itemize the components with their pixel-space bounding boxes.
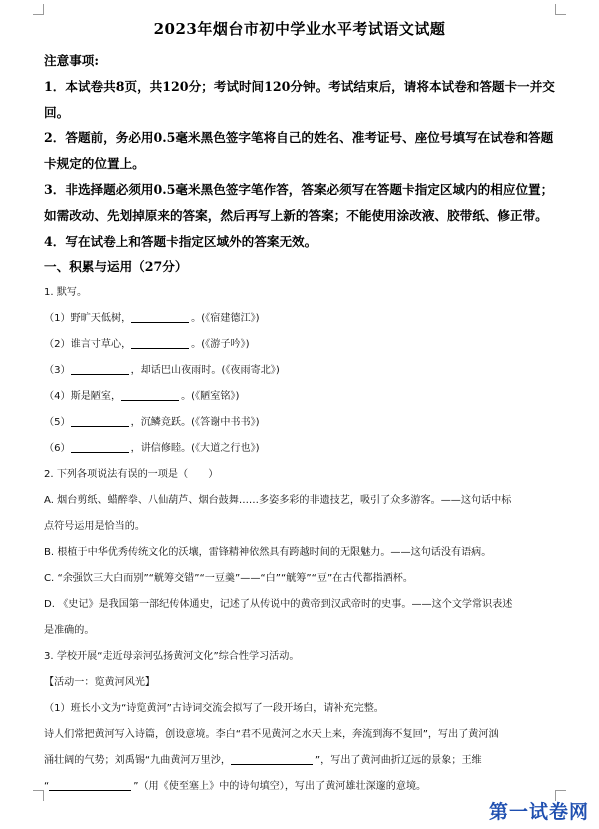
option-line: B. 根植于中华优秀传统文化的沃壤，雷锋精神依然具有跨越时间的无限魅力。——这句话没有语病。 <box>44 547 492 559</box>
notice-line: 4．写在试卷上和答题卡指定区域外的答案无效。 <box>44 233 318 249</box>
notice-line: 卡规定的位置上。 <box>44 156 145 172</box>
dictation-item: （3） ，却话巴山夜雨时。(《夜雨寄北》) <box>44 358 564 384</box>
option-line: D. 《史记》是我国第一部纪传体通史，记述了从传说中的黄帝到汉武帝时的史事。——这个文学常识表述 <box>44 599 513 611</box>
answer-blank <box>131 336 189 349</box>
option-line: A. 烟台剪纸、蜡醉拳、八仙葫芦、烟台鼓舞……多姿多彩的非遗技艺，吸引了众多游客。——这句话中标 <box>44 495 512 507</box>
crop-mark-top-right <box>555 4 566 15</box>
section-heading: 一、积累与运用（27分） <box>44 259 188 275</box>
task-line: （1）班长小文为“诗览黄河”古诗词交流会拟写了一段开场白，请补充完整。 <box>44 703 384 715</box>
option-line: 点符号运用是恰当的。 <box>44 521 145 533</box>
activity-heading: 【活动一：览黄河风光】 <box>44 677 156 689</box>
notice-line: 1．本试卷共8页，共120分；考试时间120分钟。考试结束后，请将本试卷和答题卡一并交 <box>44 78 555 94</box>
dictation-item: （6） ，讲信修睦。(《大道之行也》) <box>44 436 564 462</box>
answer-blank <box>49 778 131 791</box>
notice-line: 3．非选择题必须用0.5毫米黑色签字笔作答，答案必须写在答题卡指定区域内的相应位置； <box>44 181 554 197</box>
dictation-item: （5） ，沉鳞竞跃。(《答谢中书书》) <box>44 410 564 436</box>
notice-line: 2．答题前，务必用0.5毫米黑色签字笔将自己的姓名、准考证号、座位号填写在试卷和答题 <box>44 130 554 146</box>
answer-blank <box>231 752 313 765</box>
question-2-stem: 2. 下列各项说法有误的一项是（ ） <box>44 469 219 481</box>
answer-blank <box>71 414 129 427</box>
answer-blank <box>71 440 129 453</box>
notice-heading: 注意事项: <box>44 53 100 68</box>
passage-line: 诗人们常把黄河写入诗篇，创设意境。李白“君不见黄河之水天上来，奔流到海不复回”，写出了黄河汹 <box>44 729 499 741</box>
answer-blank <box>71 362 129 375</box>
crop-mark-bottom-left <box>33 790 44 801</box>
page-title: 2023年烟台市初中学业水平考试语文试题 <box>153 20 446 38</box>
answer-blank <box>121 388 179 401</box>
option-line: C. “余强饮三大白而别”“觥筹交错”“一豆羹”——“白”“觥筹”“豆”在古代都指酒杯。 <box>44 573 413 585</box>
passage-line: 涌壮阔的气势；刘禹锡“九曲黄河万里沙， ”，写出了黄河曲折辽远的景象；王维 <box>44 748 564 774</box>
question-1-stem: 1. 默写。 <box>44 287 88 299</box>
dictation-item: （2）谁言寸草心， 。(《游子吟》) <box>44 332 564 358</box>
exam-content <box>44 48 564 800</box>
passage-line: “ ”（用《使至塞上》中的诗句填空），写出了黄河雄壮深邃的意境。 <box>44 774 564 800</box>
crop-mark-top-left <box>33 4 44 15</box>
option-line: 是准确的。 <box>44 625 95 637</box>
notice-line: 如需改动、先划掉原来的答案，然后再写上新的答案；不能使用涂改液、胶带纸、修正带。 <box>44 207 548 223</box>
notice-line: 回。 <box>44 104 70 120</box>
site-watermark: 第一试卷网 <box>488 801 589 823</box>
dictation-item: （1）野旷天低树， 。(《宿建德江》) <box>44 306 564 332</box>
dictation-item: （4）斯是陋室， 。(《陋室铭》) <box>44 384 564 410</box>
answer-blank <box>131 310 189 323</box>
question-3-stem: 3. 学校开展“走近母亲河弘扬黄河文化”综合性学习活动。 <box>44 651 300 663</box>
